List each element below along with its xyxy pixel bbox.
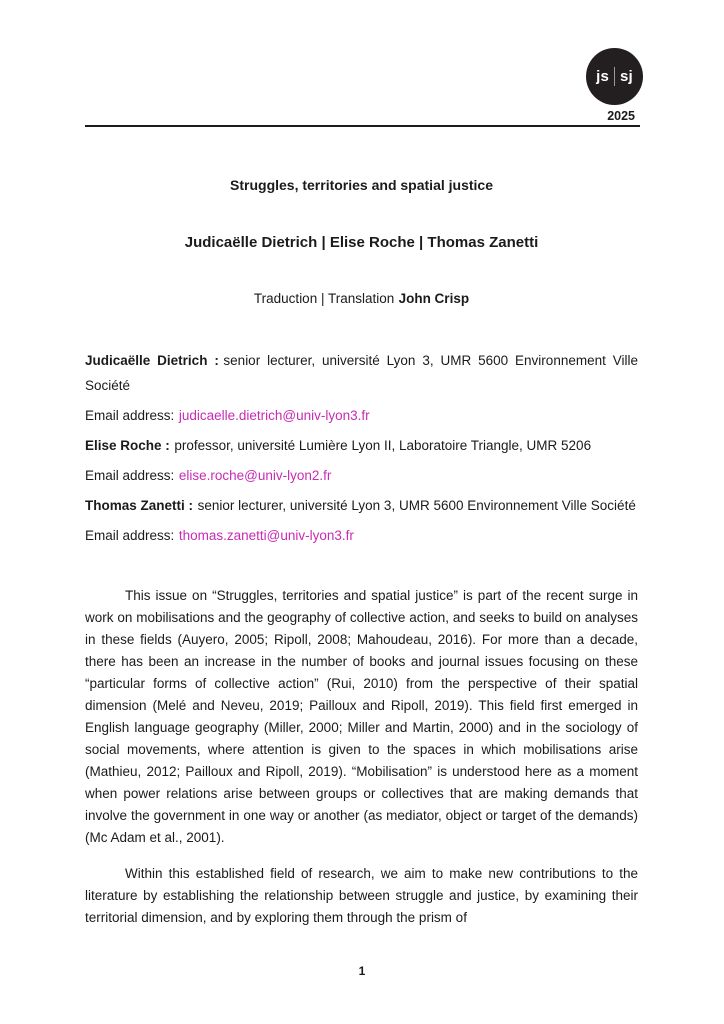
email-line [85, 523, 638, 548]
body-paragraph: This issue on “Struggles, territories and spatial justice” is part of the recent surge in work on mobilisations and the geography of collective action, and seeks to build on analyses in these fields (Auyero, 2005; Ripoll, 2008; Mahoudeau, 2016). For more than a decade, there has been an increase in the number of books and journal issues focusing on these “particular forms of collective action” (Rui, 2010) from the perspective of their spatial dimension (Melé and Neveu, 2019; Pailloux and Ripoll, 2019). This field first emerged in English language geography (Miller, 2000; Miller and Martin, 2000) and in the sociology of social movements, where attention is given to the spaces in which mobilisations arise (Mathieu, 2012; Pailloux and Ripoll, 2019). “Mobilisation” is understood here as a moment when power relations arise between groups or collectives that are making demands that involve the government in one way or another (as mediator, object or target of the demands) (Mc Adam et al., 2001). [85, 588, 638, 845]
email-label: Email address: [85, 528, 175, 543]
logo-text-js: js [596, 68, 609, 85]
affiliation-entry [85, 493, 638, 518]
translation-prefix: Traduction | Translation [253, 291, 395, 306]
translator-name: John Crisp [398, 291, 470, 306]
email-line [85, 463, 638, 488]
affiliations-block [85, 348, 638, 548]
author-role: professor, université Lumière Lyon II, Laboratoire Triangle, UMR 5206 [174, 438, 592, 453]
year-label: 2025 [607, 109, 635, 123]
header-rule [85, 125, 640, 127]
journal-logo [586, 48, 643, 105]
email-label: Email address: [85, 408, 175, 423]
authors-line: Judicaëlle Dietrich | Elise Roche | Thomas Zanetti [184, 234, 539, 251]
translation-line [85, 291, 638, 307]
author-role: senior lecturer, université Lyon 3, UMR 5600 Environnement Ville Société [85, 353, 639, 393]
logo-text-sj: sj [620, 68, 633, 85]
affiliation-entry [85, 348, 638, 398]
email-link[interactable]: judicaelle.dietrich@univ-lyon3.fr [178, 408, 370, 423]
email-label: Email address: [85, 468, 175, 483]
page-title: Struggles, territories and spatial justice [230, 177, 493, 193]
body-paragraph: Within this established field of research, we aim to make new contributions to the literature by establishing the relationship between struggle and justice, by examining their territorial dimension, and by exploring them through the prism of [85, 866, 638, 925]
author-role: senior lecturer, université Lyon 3, UMR 5600 Environnement Ville Société [197, 498, 636, 513]
author-name: Thomas Zanetti : [85, 498, 194, 513]
author-name: Judicaëlle Dietrich : [85, 353, 219, 368]
article-body [85, 585, 638, 929]
logo-divider [614, 67, 615, 86]
email-link[interactable]: thomas.zanetti@univ-lyon3.fr [178, 528, 354, 543]
page-header [0, 0, 724, 127]
author-name: Elise Roche : [85, 438, 170, 453]
content-column [85, 177, 638, 929]
email-line [85, 403, 638, 428]
affiliation-entry [85, 433, 638, 458]
email-link[interactable]: elise.roche@univ-lyon2.fr [178, 468, 332, 483]
page-number: 1 [358, 964, 366, 978]
